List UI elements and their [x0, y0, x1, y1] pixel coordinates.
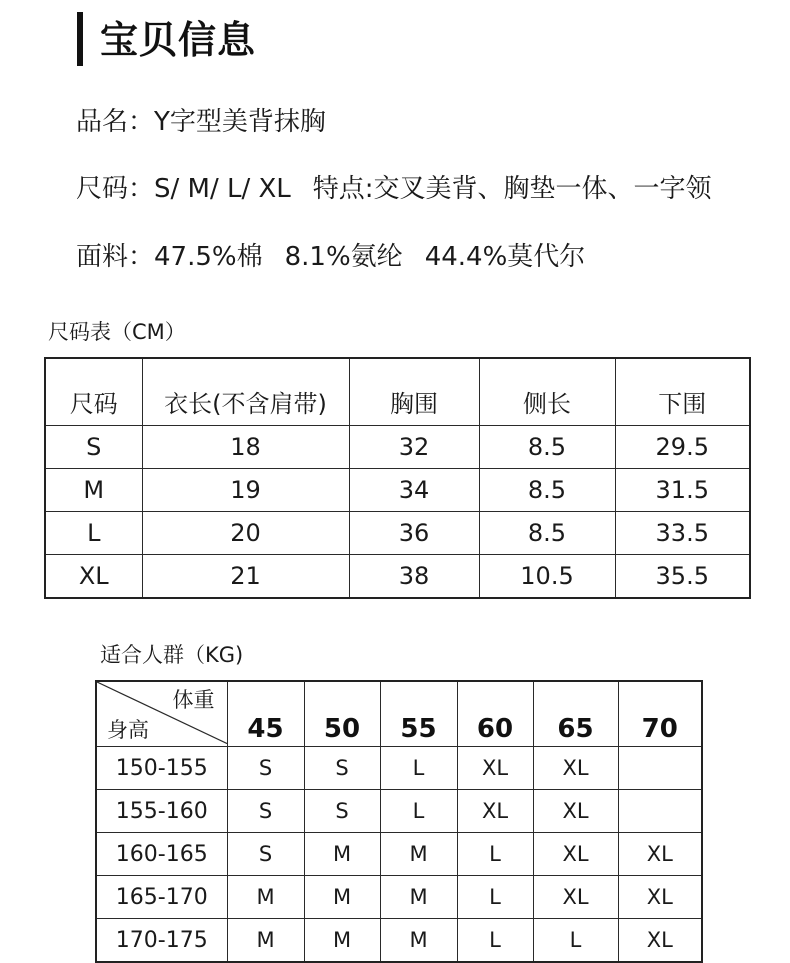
chest-cell: 34 — [349, 469, 479, 512]
fit-size-cell: M — [304, 876, 380, 919]
size-table-header-row — [45, 358, 750, 426]
fit-size-cell: L — [457, 833, 533, 876]
height-range-cell: 160-165 — [96, 833, 227, 876]
fit-size-cell: S — [304, 790, 380, 833]
fit-size-cell: L — [380, 747, 457, 790]
fit-size-cell: S — [227, 747, 304, 790]
size-feature-line — [76, 172, 712, 206]
table-row — [96, 833, 702, 876]
side-length-cell: 10.5 — [479, 555, 615, 599]
table-row — [96, 747, 702, 790]
fit-size-cell — [618, 790, 702, 833]
size-cell: L — [45, 512, 142, 555]
size-table-caption: 尺码表（CM） — [48, 320, 186, 344]
feature-text: 特点:交叉美背、胸垫一体、一字领 — [312, 174, 712, 204]
side-length-cell: 8.5 — [479, 469, 615, 512]
fit-size-cell — [618, 747, 702, 790]
table-row — [45, 469, 750, 512]
fit-size-cell: M — [380, 833, 457, 876]
product-name-line: 品名：Y字型美背抹胸 — [76, 107, 326, 137]
size-options-text: 尺码：S/ M/ L/ XL — [76, 174, 291, 204]
weight-header: 50 — [304, 681, 380, 747]
underbust-cell: 31.5 — [615, 469, 750, 512]
fit-size-cell: XL — [618, 919, 702, 963]
fit-table-header-row — [96, 681, 702, 747]
table-row — [96, 919, 702, 963]
fit-size-cell: XL — [533, 876, 618, 919]
size-table-header: 侧长 — [479, 358, 615, 426]
underbust-cell: 29.5 — [615, 426, 750, 469]
length-cell: 19 — [142, 469, 349, 512]
side-length-cell: 8.5 — [479, 426, 615, 469]
size-table-header: 下围 — [615, 358, 750, 426]
fit-size-cell: L — [533, 919, 618, 963]
fit-table-caption: 适合人群（KG) — [100, 643, 244, 667]
fabric-item: 8.1%氨纶 — [284, 242, 403, 272]
chest-cell: 36 — [349, 512, 479, 555]
fit-size-cell: M — [380, 919, 457, 963]
size-table-header: 尺码 — [45, 358, 142, 426]
corner-header — [96, 681, 227, 747]
fit-size-cell: XL — [457, 747, 533, 790]
fit-size-cell: S — [227, 833, 304, 876]
height-axis-label: 身高 — [107, 718, 149, 742]
fabric-item: 47.5%棉 — [154, 242, 263, 272]
fit-size-cell: L — [457, 876, 533, 919]
fit-table — [95, 680, 703, 963]
chest-cell: 38 — [349, 555, 479, 599]
length-cell: 20 — [142, 512, 349, 555]
size-cell: XL — [45, 555, 142, 599]
height-range-cell: 165-170 — [96, 876, 227, 919]
fit-size-cell: XL — [533, 747, 618, 790]
chest-cell: 32 — [349, 426, 479, 469]
fit-size-cell: L — [457, 919, 533, 963]
fit-size-cell: XL — [457, 790, 533, 833]
fit-size-cell: XL — [533, 833, 618, 876]
fit-size-cell: S — [227, 790, 304, 833]
fit-size-cell: M — [304, 919, 380, 963]
size-table-header: 胸围 — [349, 358, 479, 426]
fit-size-cell: XL — [618, 876, 702, 919]
fit-size-cell: M — [304, 833, 380, 876]
weight-header: 65 — [533, 681, 618, 747]
height-range-cell: 150-155 — [96, 747, 227, 790]
height-range-cell: 170-175 — [96, 919, 227, 963]
weight-header: 45 — [227, 681, 304, 747]
length-cell: 18 — [142, 426, 349, 469]
table-row — [45, 512, 750, 555]
table-row — [96, 876, 702, 919]
underbust-cell: 35.5 — [615, 555, 750, 599]
fabric-item: 44.4%莫代尔 — [424, 242, 586, 272]
side-length-cell: 8.5 — [479, 512, 615, 555]
weight-header: 60 — [457, 681, 533, 747]
table-row — [45, 426, 750, 469]
fit-size-cell: S — [304, 747, 380, 790]
fit-size-cell: M — [227, 876, 304, 919]
height-range-cell: 155-160 — [96, 790, 227, 833]
page-title: 宝贝信息 — [100, 18, 257, 62]
size-cell: S — [45, 426, 142, 469]
table-row — [45, 555, 750, 599]
title-accent-bar — [77, 12, 83, 66]
length-cell: 21 — [142, 555, 349, 599]
fit-size-cell: L — [380, 790, 457, 833]
fit-size-cell: XL — [618, 833, 702, 876]
table-row — [96, 790, 702, 833]
underbust-cell: 33.5 — [615, 512, 750, 555]
fit-size-cell: XL — [533, 790, 618, 833]
size-table-header: 衣长(不含肩带) — [142, 358, 349, 426]
fit-size-cell: M — [380, 876, 457, 919]
weight-axis-label: 体重 — [172, 688, 215, 712]
weight-header: 70 — [618, 681, 702, 747]
fabric-label: 面料： — [76, 242, 155, 272]
size-cell: M — [45, 469, 142, 512]
fit-size-cell: M — [227, 919, 304, 963]
weight-header: 55 — [380, 681, 457, 747]
size-table — [44, 357, 751, 599]
fabric-line — [76, 240, 585, 274]
